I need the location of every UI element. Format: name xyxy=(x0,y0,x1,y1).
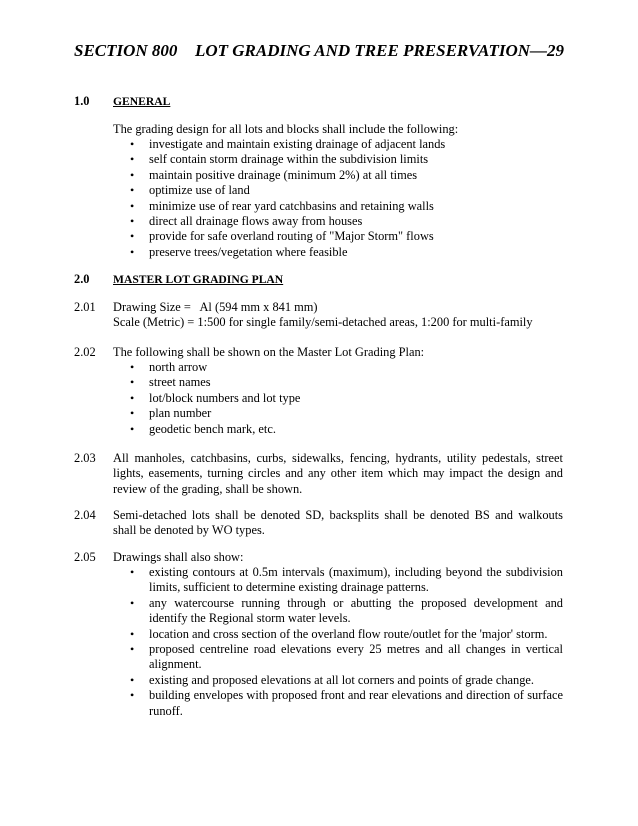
list-item: • proposed centreline road elevations every 25 metres and all changes in vertical alignment. xyxy=(130,642,563,672)
bullet-icon: • xyxy=(130,152,135,167)
item-2-04-text: Semi-detached lots shall be denoted SD, backsplits shall be denoted BS and walkouts shall be denoted by WO types. xyxy=(113,508,563,538)
list-item: • existing and proposed elevations at all lot corners and points of grade change. xyxy=(130,672,535,687)
bullet-icon: • xyxy=(130,406,135,421)
drawings-show-list xyxy=(130,565,563,719)
bullet-icon: • xyxy=(130,672,135,687)
bullet-icon: • xyxy=(130,183,135,198)
list-item: • street names xyxy=(130,375,211,390)
plan-contents-list xyxy=(130,360,563,437)
section-title-general: GENERAL xyxy=(113,95,171,108)
scale-line: Scale (Metric) = 1:500 for single family/semi-detached areas, 1:200 for multi-family xyxy=(113,315,533,329)
list-item: • minimize use of rear yard catchbasins and retaining walls xyxy=(130,198,434,213)
bullet-icon: • xyxy=(130,595,135,610)
bullet-icon: • xyxy=(130,137,135,151)
list-item: • location and cross section of the overland flow route/outlet for the 'major' storm. xyxy=(130,626,548,641)
bullet-icon: • xyxy=(130,375,135,390)
list-item: • investigate and maintain existing drainage of adjacent lands xyxy=(130,137,446,151)
item-number-2-03: 2.03 xyxy=(74,451,96,465)
item-number-2-04: 2.04 xyxy=(74,508,96,522)
list-item: • lot/block numbers and lot type xyxy=(130,390,301,405)
section-title-master-lot-grading-plan: MASTER LOT GRADING PLAN xyxy=(113,273,284,286)
list-item: • direct all drainage flows away from houses xyxy=(130,214,363,229)
bullet-icon: • xyxy=(130,565,135,579)
list-item: • self contain storm drainage within the subdivision limits xyxy=(130,152,429,167)
bullet-icon: • xyxy=(130,244,135,259)
list-item: • plan number xyxy=(130,406,212,421)
list-item: • optimize use of land xyxy=(130,183,250,198)
header-section-number: SECTION 800 xyxy=(74,41,178,60)
section-number-1: 1.0 xyxy=(74,94,90,108)
item-2-03-text: All manholes, catchbasins, curbs, sidewalks, fencing, hydrants, utility pedestals, street lights, easements, turning circles and any other item which may impact the design and review of the grading, shall be shown. xyxy=(113,451,563,496)
header-section-title: LOT GRADING AND TREE PRESERVATION—29 xyxy=(194,41,564,60)
list-item: • provide for safe overland routing of "Major Storm" flows xyxy=(130,229,434,244)
bullet-icon: • xyxy=(130,229,135,244)
bullet-icon: • xyxy=(130,167,135,182)
item-2-05-text: Drawings shall also show: xyxy=(113,550,244,564)
list-item: • preserve trees/vegetation where feasible xyxy=(130,244,348,259)
general-intro: The grading design for all lots and blocks shall include the following: xyxy=(113,122,459,136)
list-item: • existing contours at 0.5m intervals (maximum), including beyond the subdivision limits, sufficient to determine existing drainage patterns. xyxy=(130,565,563,595)
list-item: • north arrow xyxy=(130,360,208,374)
bullet-icon: • xyxy=(130,642,135,657)
bullet-icon: • xyxy=(130,360,135,374)
general-bullet-list xyxy=(130,137,563,260)
bullet-icon: • xyxy=(130,214,135,229)
bullet-icon: • xyxy=(130,421,135,436)
bullet-icon: • xyxy=(130,198,135,213)
section-number-2: 2.0 xyxy=(74,272,90,286)
drawing-size-line: Drawing Size = Al (594 mm x 841 mm) xyxy=(113,300,318,314)
list-item: • maintain positive drainage (minimum 2%) at all times xyxy=(130,167,418,182)
list-item: • any watercourse running through or abutting the proposed development and identify the Regional storm water levels. xyxy=(130,595,563,626)
bullet-icon: • xyxy=(130,626,135,641)
item-number-2-05: 2.05 xyxy=(74,550,96,564)
item-number-2-02: 2.02 xyxy=(74,345,96,359)
page-header xyxy=(74,41,564,65)
item-2-02-text: The following shall be shown on the Master Lot Grading Plan: xyxy=(113,345,425,359)
list-item: • geodetic bench mark, etc. xyxy=(130,421,276,436)
item-number-2-01: 2.01 xyxy=(74,300,96,314)
bullet-icon: • xyxy=(130,390,135,405)
bullet-icon: • xyxy=(130,688,135,703)
list-item: • building envelopes with proposed front and rear elevations and direction of surface runoff. xyxy=(130,688,563,718)
